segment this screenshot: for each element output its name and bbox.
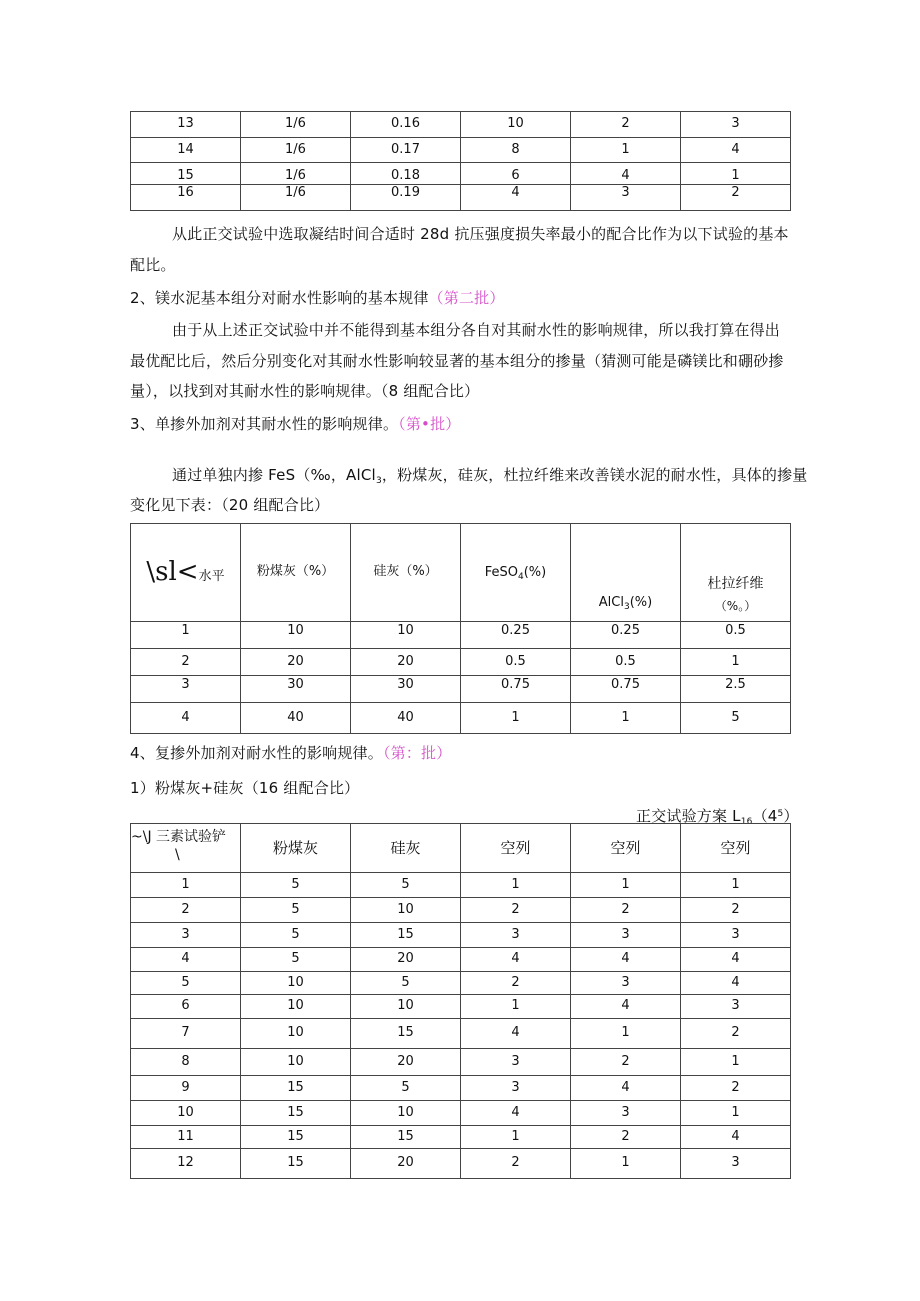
table-cell: 40 [241, 703, 351, 734]
table-row [131, 622, 791, 649]
header-cell: 空列 [681, 824, 791, 873]
table-cell: 10 [351, 622, 461, 649]
header-text: 杜拉纤维 [707, 576, 764, 592]
subscript: 3 [623, 602, 630, 613]
paragraph-line: 从此正交试验中选取凝结时间合适时 28d 抗压强度损失率最小的配合比作为以下试验的基本 [172, 225, 789, 243]
section-2-heading [130, 283, 505, 314]
table-cell: 1 [461, 873, 571, 898]
table-cell: 12 [131, 1149, 241, 1179]
table-cell: 0.5 [571, 649, 681, 676]
caption-text: 正交试验方案 L [636, 807, 741, 825]
section-4-heading [130, 738, 451, 769]
table-cell: 1/6 [241, 112, 351, 138]
section-title: 4、复掺外加剂对耐水性的影响规律。 [130, 744, 383, 762]
table-cell: 3 [461, 1049, 571, 1076]
paragraph-line: 最优配比后，然后分别变化对其耐水性影响较显著的基本组分的掺量（猜测可能是磷镁比和硼砂掺 [130, 352, 784, 370]
paragraph-line: 配比。 [130, 256, 176, 274]
table-cell: 3 [681, 112, 791, 138]
paragraph-line: 由于从上述正交试验中并不能得到基本组分各自对其耐水性的影响规律，所以我打算在得出 [172, 321, 781, 339]
table-cell: 5 [241, 948, 351, 972]
table-row [131, 923, 791, 948]
table-row [131, 972, 791, 995]
table-cell: 2 [571, 1126, 681, 1149]
table-cell: 1 [681, 873, 791, 898]
table2-body [131, 622, 791, 734]
table-cell: 3 [681, 923, 791, 948]
table-row [131, 138, 791, 163]
batch-tag: （第二批） [428, 289, 505, 307]
table-cell: 9 [131, 1076, 241, 1101]
table-row [131, 873, 791, 898]
table-cell: 40 [351, 703, 461, 734]
section-title: 3、单掺外加剂对其耐水性的影响规律。 [130, 415, 399, 433]
table-row [131, 112, 791, 138]
table-row [131, 163, 791, 185]
paragraph-text: 通过单独内掺 FeS（‰，AlCl [172, 466, 376, 484]
table-cell: 6 [461, 163, 571, 185]
table-cell: 3 [131, 676, 241, 703]
table-row [131, 948, 791, 972]
corner-label: \ [175, 847, 180, 863]
table-cell: 4 [571, 163, 681, 185]
table-cell: 10 [461, 112, 571, 138]
table-cell: 10 [351, 995, 461, 1019]
table-cell: 5 [351, 1076, 461, 1101]
table-cell: 0.75 [571, 676, 681, 703]
table-cell: 1 [571, 1019, 681, 1049]
table-cell: 2 [681, 1076, 791, 1101]
table-cell: 15 [351, 1019, 461, 1049]
superscript: 5 [777, 809, 784, 819]
table-cell: 10 [131, 1101, 241, 1126]
table-cell: 30 [241, 676, 351, 703]
table-cell: 3 [571, 972, 681, 995]
table-cell: 10 [241, 995, 351, 1019]
table-cell: 10 [241, 1049, 351, 1076]
header-alcl3 [571, 524, 681, 622]
table-cell: 4 [131, 703, 241, 734]
table-row [131, 1101, 791, 1126]
orthogonal-table-continued [130, 111, 791, 211]
table-cell: 3 [461, 1076, 571, 1101]
table-cell: 20 [351, 1049, 461, 1076]
section-title: 2、镁水泥基本组分对耐水性影响的基本规律 [130, 289, 429, 307]
table-cell: 1 [571, 138, 681, 163]
table-cell: 4 [571, 948, 681, 972]
corner-header-cell [131, 824, 241, 873]
table-cell: 0.18 [351, 163, 461, 185]
subscript: 4 [518, 572, 524, 582]
subsection-heading: 1）粉煤灰+硅灰（16 组配合比） [130, 779, 360, 797]
table-cell: 1 [131, 873, 241, 898]
table-cell: 2 [461, 898, 571, 923]
orthogonal-l16-table [130, 823, 791, 1179]
table-cell: 4 [681, 972, 791, 995]
table1-body [131, 112, 791, 211]
table-cell: 2 [681, 1019, 791, 1049]
table-cell: 10 [241, 972, 351, 995]
table-cell: 4 [131, 948, 241, 972]
table-cell: 4 [461, 185, 571, 211]
subscript: 16 [740, 817, 753, 827]
table-cell: 1 [681, 163, 791, 185]
table-cell: 20 [351, 948, 461, 972]
corner-header-cell [131, 524, 241, 622]
table-cell: 3 [681, 995, 791, 1019]
table-cell: 4 [681, 138, 791, 163]
header-cell: 空列 [571, 824, 681, 873]
paragraph-text: ，粉煤灰，硅灰，杜拉纤维来改善镁水泥的耐水性，具体的掺量 [381, 466, 808, 484]
table-cell: 1 [461, 995, 571, 1019]
table-cell: 2 [131, 898, 241, 923]
header-silica-fume: 硅灰（%） [351, 524, 461, 622]
table-cell: 0.16 [351, 112, 461, 138]
table-cell: 4 [571, 1076, 681, 1101]
table-cell: 3 [461, 923, 571, 948]
caption-text: （4 [752, 807, 778, 825]
table-row [131, 676, 791, 703]
table-cell: 5 [681, 703, 791, 734]
table-cell: 20 [241, 649, 351, 676]
table-cell: 15 [131, 163, 241, 185]
table-cell: 15 [351, 923, 461, 948]
table-cell: 5 [351, 972, 461, 995]
table-cell: 6 [131, 995, 241, 1019]
table-cell: 5 [351, 873, 461, 898]
table-cell: 0.5 [461, 649, 571, 676]
table-cell: 2 [681, 898, 791, 923]
table-cell: 1 [571, 1149, 681, 1179]
table-cell: 4 [461, 1019, 571, 1049]
table-cell: 0.17 [351, 138, 461, 163]
table-cell: 15 [241, 1149, 351, 1179]
table-cell: 1 [131, 622, 241, 649]
table-row [131, 649, 791, 676]
table-row [131, 1149, 791, 1179]
table-cell: 2 [571, 1049, 681, 1076]
subscript: 3 [375, 476, 382, 486]
table-cell: 16 [131, 185, 241, 211]
paragraph-line: 变化见下表：（20 组配合比） [130, 496, 330, 514]
table-cell: 10 [351, 1101, 461, 1126]
paragraph-base-mix [172, 219, 812, 250]
table-cell: 1 [461, 1126, 571, 1149]
table-cell: 3 [131, 923, 241, 948]
table-cell: 0.25 [571, 622, 681, 649]
table-row [131, 703, 791, 734]
header-fiber [681, 524, 791, 622]
table-cell: 4 [461, 1101, 571, 1126]
header-cell: 空列 [461, 824, 571, 873]
table-cell: 1/6 [241, 163, 351, 185]
table-cell: 15 [241, 1126, 351, 1149]
table-cell: 0.75 [461, 676, 571, 703]
table-cell: 3 [571, 1101, 681, 1126]
header-cell: 硅灰 [351, 824, 461, 873]
table-cell: 2.5 [681, 676, 791, 703]
batch-tag: （第：批） [382, 744, 452, 762]
corner-symbol: \sl< [146, 557, 199, 588]
table-cell: 0.19 [351, 185, 461, 211]
table-row [131, 1076, 791, 1101]
header-flyash: 粉煤灰（%） [241, 524, 351, 622]
table-cell: 30 [351, 676, 461, 703]
table-cell: 5 [241, 923, 351, 948]
section-3-heading [130, 409, 461, 440]
table-cell: 1/6 [241, 185, 351, 211]
table-cell: 3 [571, 185, 681, 211]
table-cell: 15 [241, 1101, 351, 1126]
table-cell: 2 [461, 1149, 571, 1179]
table-cell: 4 [681, 948, 791, 972]
header-text: (%) [629, 595, 653, 611]
table-cell: 1 [681, 649, 791, 676]
table-row [131, 1126, 791, 1149]
table-cell: 14 [131, 138, 241, 163]
single-additive-table [130, 523, 791, 734]
table-row [131, 1049, 791, 1076]
table-cell: 5 [131, 972, 241, 995]
table-cell: 2 [461, 972, 571, 995]
table-cell: 1 [571, 873, 681, 898]
table-cell: 15 [241, 1076, 351, 1101]
header-text: FeSO [484, 565, 518, 580]
header-text: AlCl [598, 595, 624, 611]
table-cell: 5 [241, 873, 351, 898]
header-text: (%) [523, 565, 547, 580]
table-cell: 20 [351, 649, 461, 676]
table-cell: 0.5 [681, 622, 791, 649]
table-cell: 4 [681, 1126, 791, 1149]
table-cell: 8 [461, 138, 571, 163]
table-cell: 15 [351, 1126, 461, 1149]
table-cell: 1 [571, 703, 681, 734]
header-text: （%。） [714, 599, 757, 613]
table-cell: 3 [681, 1149, 791, 1179]
table-cell: 2 [571, 898, 681, 923]
table-row [131, 898, 791, 923]
paragraph-line: 量），以找到对其耐水性的影响规律。（8 组配合比） [130, 382, 480, 400]
batch-tag: （第•批） [398, 415, 461, 433]
table-cell: 10 [351, 898, 461, 923]
table-row [131, 995, 791, 1019]
table-cell: 1 [461, 703, 571, 734]
header-feso4 [461, 524, 571, 622]
table-cell: 4 [461, 948, 571, 972]
table-row [131, 185, 791, 211]
table-cell: 11 [131, 1126, 241, 1149]
table3-body [131, 873, 791, 1179]
table-row [131, 1019, 791, 1049]
table-cell: 1 [681, 1049, 791, 1076]
table-cell: 8 [131, 1049, 241, 1076]
table-cell: 2 [571, 112, 681, 138]
table-cell: 20 [351, 1149, 461, 1179]
table-cell: 2 [681, 185, 791, 211]
table-cell: 10 [241, 1019, 351, 1049]
caption-text: ） [783, 807, 799, 825]
table-cell: 1 [681, 1101, 791, 1126]
table-cell: 3 [571, 923, 681, 948]
corner-label: 水平 [198, 569, 225, 585]
table-cell: 5 [241, 898, 351, 923]
header-cell: 粉煤灰 [241, 824, 351, 873]
table-cell: 1/6 [241, 138, 351, 163]
corner-label: ~\J 三素试验铲 [131, 829, 227, 845]
table-cell: 7 [131, 1019, 241, 1049]
table-cell: 0.25 [461, 622, 571, 649]
table-cell: 2 [131, 649, 241, 676]
table-cell: 4 [571, 995, 681, 1019]
table-cell: 10 [241, 622, 351, 649]
table-cell: 13 [131, 112, 241, 138]
